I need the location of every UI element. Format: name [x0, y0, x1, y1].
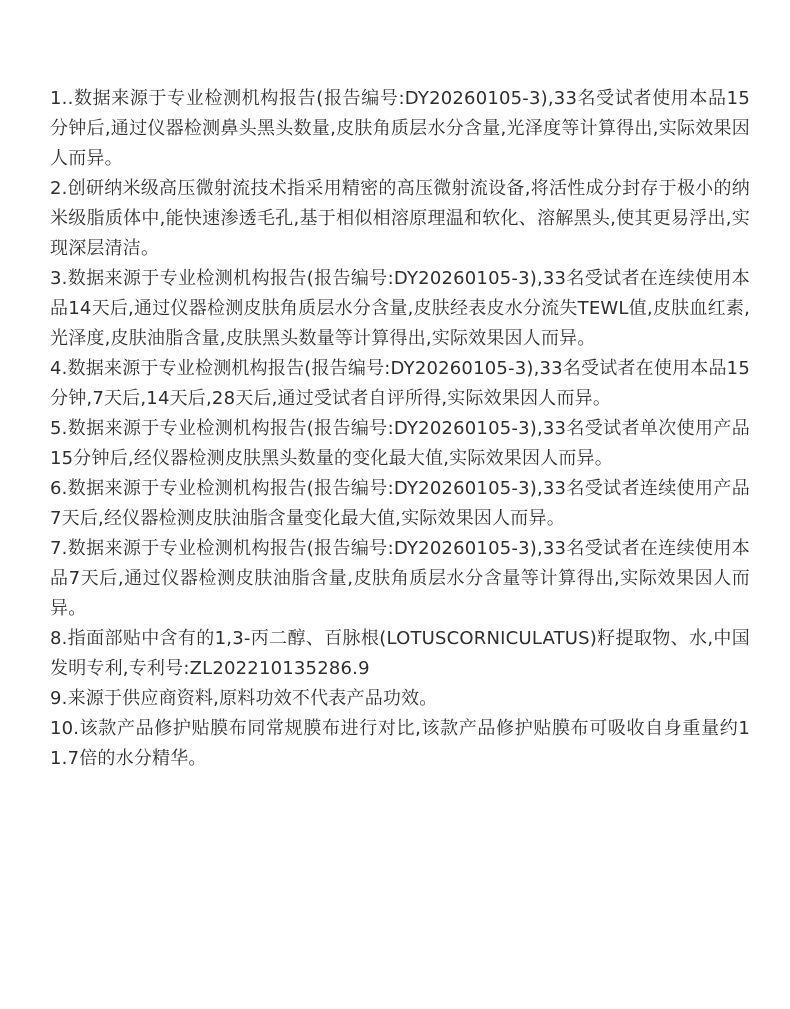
footnote-9: 9.来源于供应商资料,原料功效不代表产品功效。	[50, 688, 438, 709]
footnote-10: 10.该款产品修护贴膜布同常规膜布进行对比,该款产品修护贴膜布可吸收自身重量约11.7倍的水分精华。	[50, 718, 750, 769]
footnote-2: 2.创研纳米级高压微射流技术指采用精密的高压微射流设备,将活性成分封存于极小的纳米级脂质体中,能快速渗透毛孔,基于相似相溶原理温和软化、溶解黑头,使其更易浮出,实现深层清洁。	[50, 178, 750, 259]
footnote-1: 1..数据来源于专业检测机构报告(报告编号:DY20260105-3),33名受试者使用本品15分钟后,通过仪器检测鼻头黑头数量,皮肤角质层水分含量,光泽度等计算得出,实际效果因人而异。	[50, 88, 750, 169]
footnotes-list	[50, 84, 750, 774]
footnote-7: 7.数据来源于专业检测机构报告(报告编号:DY20260105-3),33名受试者在连续使用本品7天后,通过仪器检测皮肤油脂含量,皮肤角质层水分含量等计算得出,实际效果因人而异。	[50, 538, 750, 619]
footnote-6: 6.数据来源于专业检测机构报告(报告编号:DY20260105-3),33名受试者连续使用产品7天后,经仪器检测皮肤油脂含量变化最大值,实际效果因人而异。	[50, 478, 750, 529]
footnote-4: 4.数据来源于专业检测机构报告(报告编号:DY20260105-3),33名受试者在使用本品15分钟,7天后,14天后,28天后,通过受试者自评所得,实际效果因人而异。	[50, 358, 750, 409]
footnote-5: 5.数据来源于专业检测机构报告(报告编号:DY20260105-3),33名受试者单次使用产品15分钟后,经仪器检测皮肤黑头数量的变化最大值,实际效果因人而异。	[50, 418, 750, 469]
footnote-3: 3.数据来源于专业检测机构报告(报告编号:DY20260105-3),33名受试者在连续使用本品14天后,通过仪器检测皮肤角质层水分含量,皮肤经表皮水分流失TEWL值,皮肤血红素,光泽度,皮肤油脂含量,皮肤黑头数量等计算得出,实际效果因人而异。	[50, 268, 750, 349]
footnote-8: 8.指面部贴中含有的1,3-丙二醇、百脉根(LOTUSCORNICULATUS)籽提取物、水,中国发明专利,专利号:ZL202210135286.9	[50, 628, 750, 679]
